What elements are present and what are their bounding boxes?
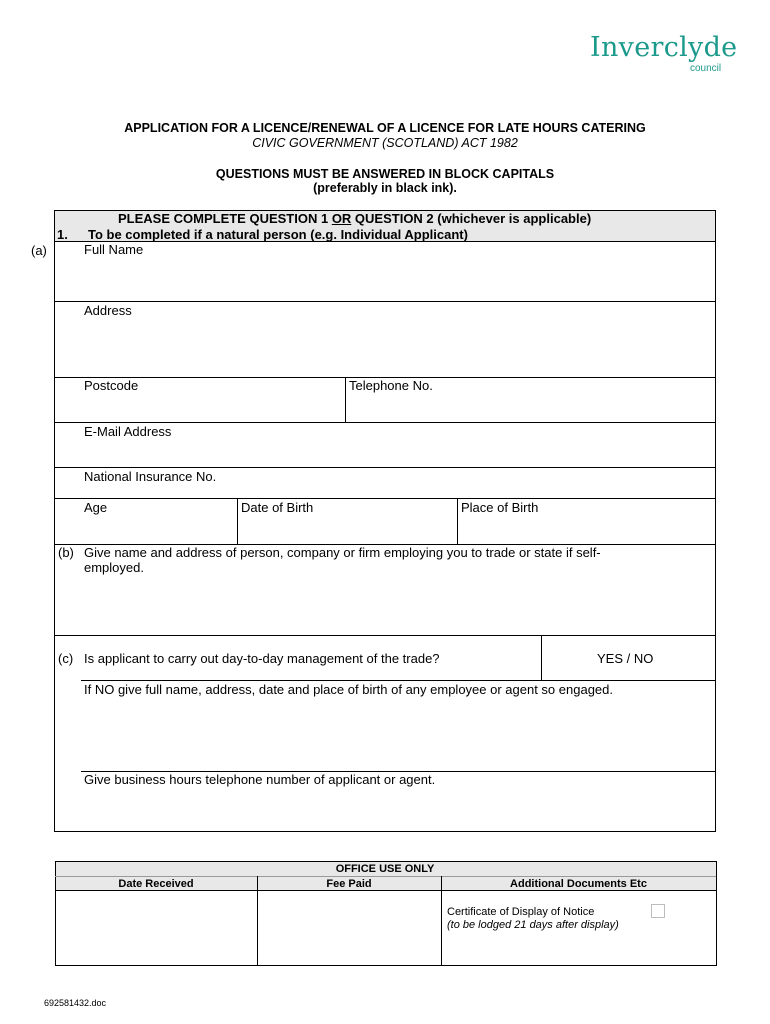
form-title: APPLICATION FOR A LICENCE/RENEWAL OF A LICENCE FOR LATE HOURS CATERING xyxy=(124,121,646,135)
section1-heading: To be completed if a natural person (e.g. Individual Applicant) xyxy=(88,227,468,242)
employer-question-line1: Give name and address of person, company or firm employing you to trade or state if self- xyxy=(84,545,601,560)
pob-label: Place of Birth xyxy=(461,500,539,515)
council-logo: Inverclyde xyxy=(590,32,738,63)
ni-number-label: National Insurance No. xyxy=(84,469,217,484)
certificate-checkbox[interactable] xyxy=(651,904,665,918)
certificate-label: Certificate of Display of Notice xyxy=(447,906,595,918)
email-label: E-Mail Address xyxy=(84,424,172,439)
section1-number: 1. xyxy=(57,227,68,242)
instruction-black-ink: (preferably in black ink). xyxy=(313,181,457,195)
employer-question-line2: employed. xyxy=(84,560,144,575)
form-subtitle: CIVIC GOVERNMENT (SCOTLAND) ACT 1982 xyxy=(252,136,518,150)
telephone-label: Telephone No. xyxy=(349,378,433,393)
office-use-title: OFFICE USE ONLY xyxy=(335,863,435,875)
date-received-header: Date Received xyxy=(118,878,194,890)
council-logo-subtext: council xyxy=(690,63,722,74)
dob-label: Date of Birth xyxy=(241,500,314,515)
part-a-label: (a) xyxy=(31,243,47,258)
certificate-note: (to be lodged 21 days after display) xyxy=(447,919,619,931)
fee-paid-header: Fee Paid xyxy=(326,878,372,890)
address-label: Address xyxy=(84,303,132,318)
management-question: Is applicant to carry out day-to-day management of the trade? xyxy=(84,651,440,666)
if-no-instruction: If NO give full name, address, date and place of birth of any employee or agent so engaged. xyxy=(84,682,613,697)
full-name-label: Full Name xyxy=(84,242,144,257)
part-b-label: (b) xyxy=(58,545,74,560)
additional-documents-header: Additional Documents Etc xyxy=(510,878,647,890)
business-phone-label: Give business hours telephone number of applicant or agent. xyxy=(84,772,436,787)
part-c-label: (c) xyxy=(58,651,74,666)
document-reference: 692581432.doc xyxy=(44,998,107,1008)
age-label: Age xyxy=(84,500,108,515)
yes-no-option: YES / NO xyxy=(597,651,654,666)
instruction-block-capitals: QUESTIONS MUST BE ANSWERED IN BLOCK CAPITALS xyxy=(215,167,555,181)
postcode-label: Postcode xyxy=(84,378,139,393)
section1-banner: PLEASE COMPLETE QUESTION 1 OR QUESTION 2 (whichever is applicable) xyxy=(118,211,592,226)
